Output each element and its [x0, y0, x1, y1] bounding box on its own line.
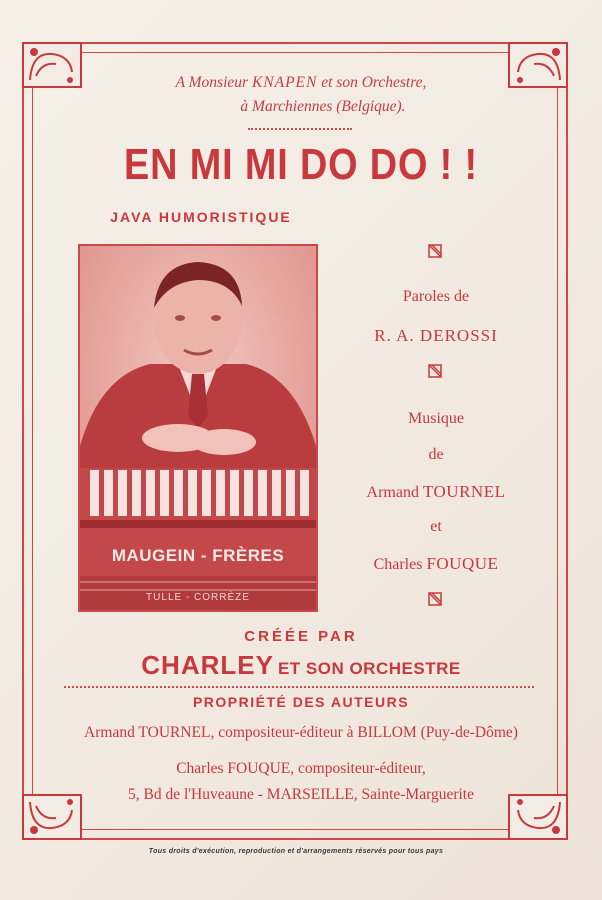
composer-1-last: TOURNEL	[422, 482, 506, 501]
dedication-name: KNAPEN	[251, 74, 318, 91]
accordion-brand-label: MAUGEIN - FRÈRES	[111, 546, 285, 565]
composer-1-first: Armand	[366, 484, 419, 501]
dedication-line-1	[0, 72, 602, 93]
ornament-mark-2	[428, 364, 442, 378]
dotted-divider-middle	[64, 686, 534, 688]
music-label: Musique	[408, 410, 464, 427]
charley-suffix: ET SON ORCHESTRE	[277, 659, 461, 678]
dedication-line-2: à Marchiennes (Belgique).	[240, 98, 406, 115]
ownership-line-2: Charles FOUQUE, compositeur-éditeur,	[176, 760, 426, 777]
lyrics-author: R. A. DEROSSI	[374, 326, 498, 345]
and-label: et	[430, 518, 442, 535]
created-by-name	[0, 650, 602, 681]
charley-name: CHARLEY	[141, 650, 274, 680]
ownership-line-3: 5, Bd de l'Huveaune - MARSEILLE, Sainte-Marguerite	[127, 786, 474, 803]
music-de: de	[428, 446, 444, 463]
rights-footer: Tous droits d'exécution, reproduction et d'arrangements réservés pour tous pays	[148, 848, 444, 855]
lyrics-label: Paroles de	[402, 288, 470, 305]
ornament-mark-3	[428, 592, 442, 606]
accordionist-photo	[78, 244, 318, 612]
page-title: EN MI MI DO DO ! !	[124, 140, 478, 189]
composer-2-first: Charles	[373, 556, 423, 573]
composer-2-last: FOUQUE	[426, 554, 499, 573]
subtitle: JAVA HUMORISTIQUE	[110, 209, 292, 225]
created-by-label: CRÉÉE PAR	[244, 628, 358, 645]
ownership-line-1: Armand TOURNEL, compositeur-éditeur à BILLOM (Puy-de-Dôme)	[84, 724, 518, 741]
composer-1	[326, 482, 546, 502]
dedication-prefix: A Monsieur	[175, 74, 252, 91]
dotted-divider-top	[248, 128, 352, 130]
composer-2	[326, 554, 546, 574]
ownership-label: PROPRIÉTÉ DES AUTEURS	[192, 694, 410, 710]
ornament-mark-1	[428, 244, 442, 258]
dedication-suffix: et son Orchestre,	[317, 74, 427, 91]
accordion-place-label: TULLE - CORRÈZE	[146, 592, 250, 603]
